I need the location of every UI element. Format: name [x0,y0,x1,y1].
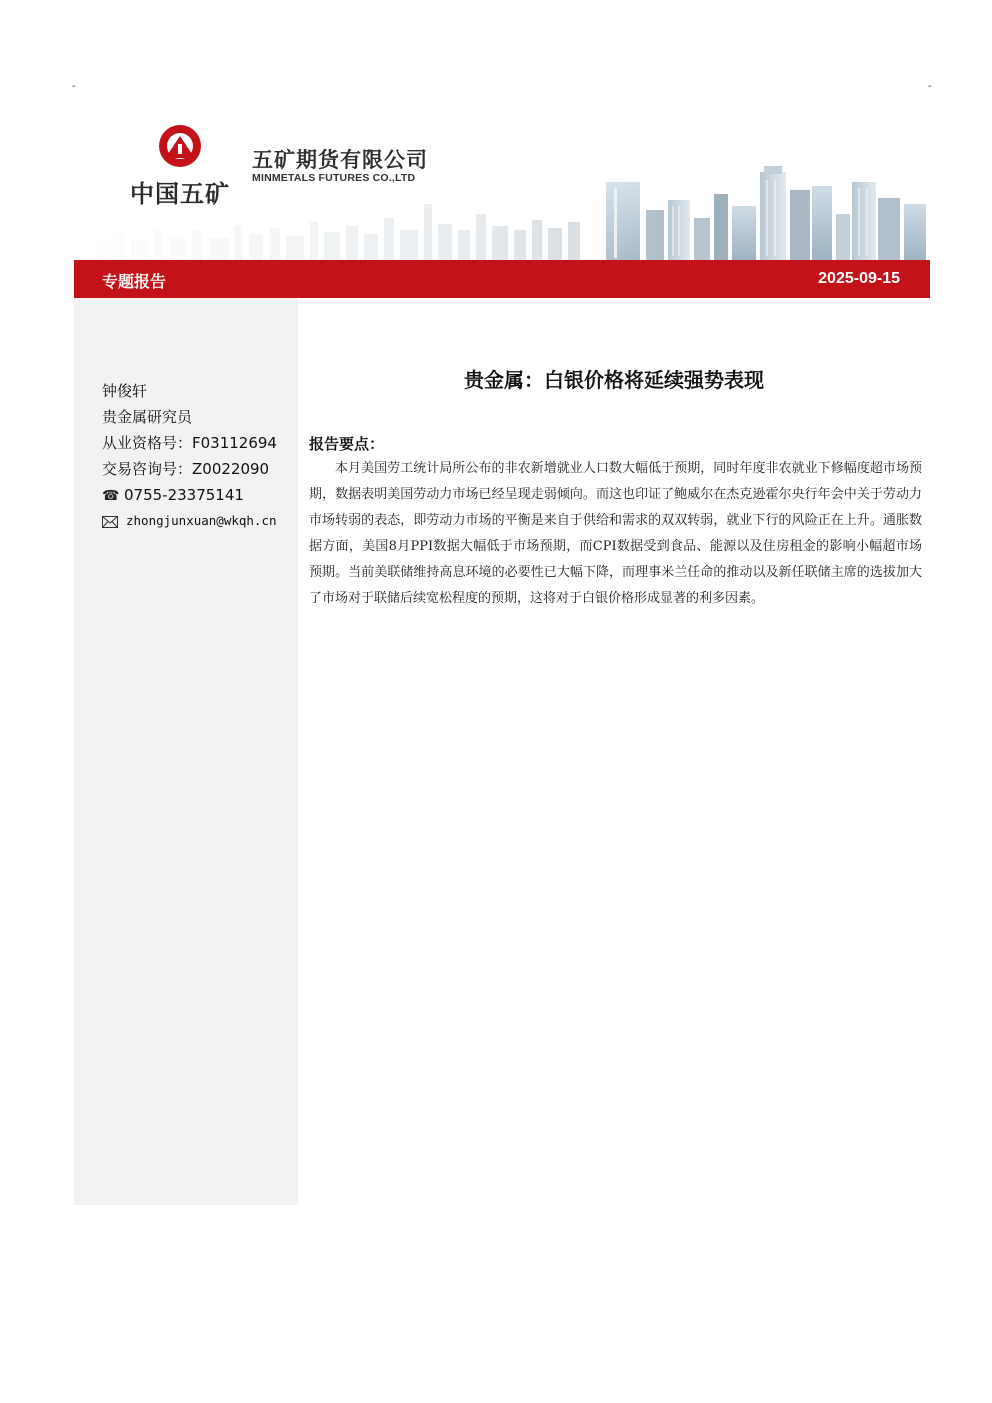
consulting-number: 交易咨询号：Z0022090 [102,460,270,478]
corner-mark-right: - [928,81,932,92]
author-info [102,378,277,534]
company-name-en: MINMETALS FUTURES CO.,LTD [252,172,416,184]
phone-line [102,482,277,508]
author-name: 钟俊轩 [102,382,148,400]
report-date: 2025-09-15 [818,270,900,287]
report-header [74,110,930,260]
phone-icon: ☎ [102,488,120,504]
group-logo-text: 中国五矿 [130,180,230,208]
corner-mark-left: - [72,81,76,92]
email-address[interactable]: zhongjunxuan@wkqh.cn [126,513,277,528]
summary-heading: 报告要点： [309,435,385,453]
minmetals-emblem-icon [158,124,202,168]
email-line [102,508,277,534]
phone-number: 0755-23375141 [124,486,244,504]
report-type: 专题报告 [102,272,167,291]
report-title: 贵金属：白银价格将延续强势表现 [464,368,764,392]
mail-icon [102,516,118,528]
author-role: 贵金属研究员 [102,408,193,426]
company-name-cn: 五矿期货有限公司 [252,148,428,172]
qualification-number: 从业资格号：F03112694 [102,434,277,452]
summary-body: 本月美国劳工统计局所公布的非农新增就业人口数大幅低于预期，同时年度非农就业下修幅度超市场预期，数据表明美国劳动力市场已经呈现走弱倾向。而这也印证了鲍威尔在杰克逊霍尔央行年会中关于劳动力市场转弱的表态，即劳动力市场的平衡是来自于供给和需求的双双转弱，就业下行的风险正在上升。通胀数据方面，美国8月PPI数据大幅低于市场预期，而CPI数据受到食品、能源以及住房租金的影响小幅超市场预期。当前美联储维持高息环境的必要性已大幅下降，而理事米兰任命的推动以及新任联储主席的选拔加大了市场对于联储后续宽松程度的预期，这将对于白银价格形成显著的利多因素。 [309,461,922,606]
report-banner [74,260,930,298]
author-sidebar [74,298,298,1205]
